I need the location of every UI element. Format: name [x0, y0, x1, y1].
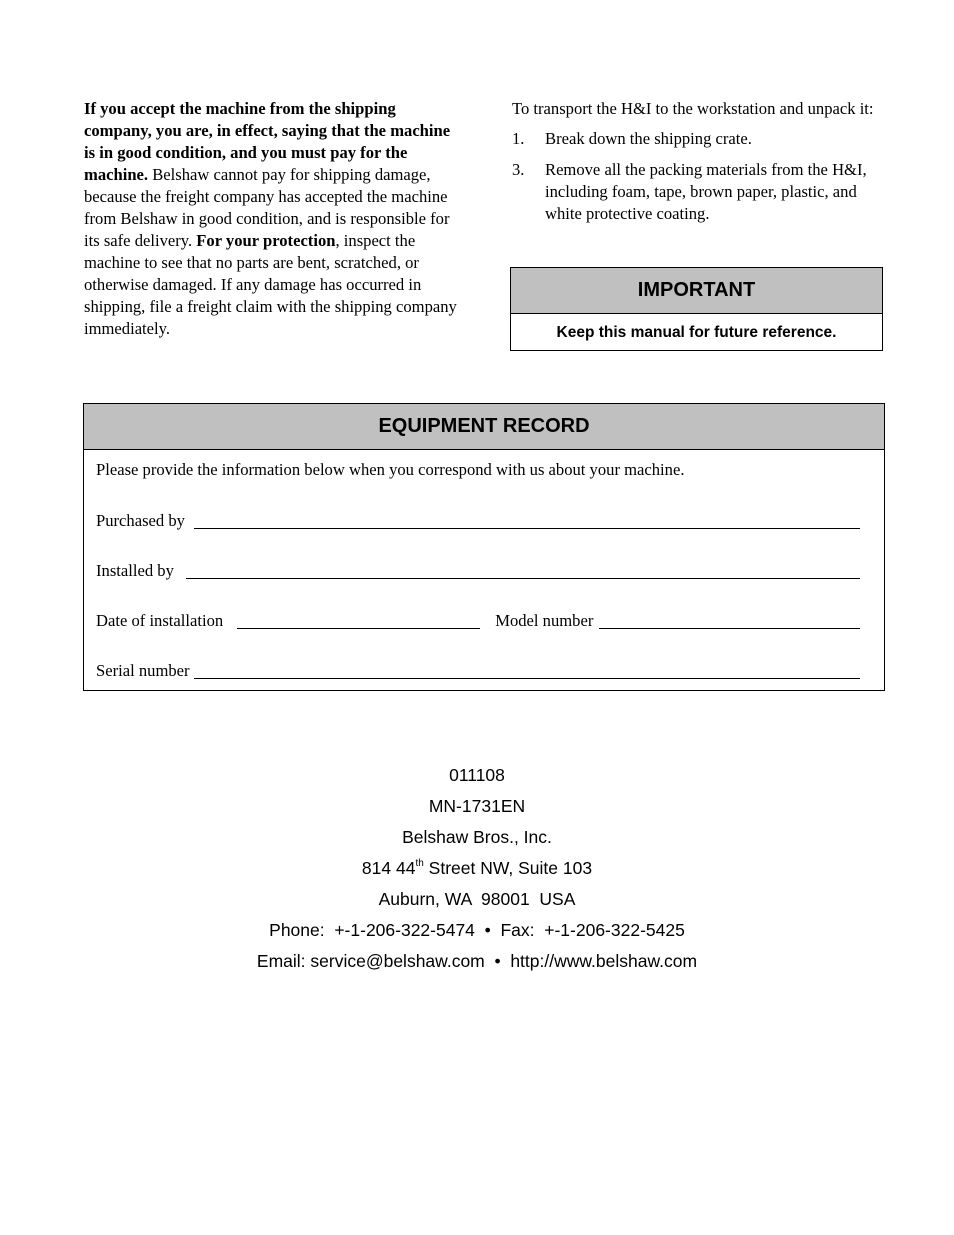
document-number: MN-1731EN: [428, 796, 526, 816]
step-text: Break down the shipping crate.: [545, 129, 752, 148]
installed-by-blank[interactable]: [186, 578, 860, 579]
address-prefix: 814 44: [361, 858, 416, 878]
shipping-damage-text: Belshaw cannot pay for shipping damage, because the freight company has accepted the machine from Belshaw in good condition, and is responsible for its safe delivery.: [84, 165, 450, 250]
serial-number-blank[interactable]: [194, 678, 860, 679]
serial-number-field[interactable]: [96, 660, 860, 682]
list-item: [512, 128, 886, 150]
inspection-text: , inspect the machine to see that no parts are bent, scratched, or otherwise damaged. If any damage has occurred in shipping, file a freight claim with the shipping company immediately.: [84, 231, 457, 338]
model-number-label: Model number: [495, 611, 594, 630]
acceptance-warning: If you accept the machine from the shipping company, you are, in effect, saying that the machine is in good condition, and you must pay for the machine.: [84, 99, 451, 184]
list-item: [512, 159, 886, 225]
date-of-installation-blank[interactable]: [237, 628, 480, 629]
transport-intro: To transport the H&I to the workstation and unpack it:: [512, 99, 874, 118]
document-date: 011108: [449, 765, 505, 785]
shipping-damage-paragraph: [84, 98, 458, 340]
step-number: 1.: [512, 129, 525, 148]
important-heading: IMPORTANT: [511, 268, 882, 314]
purchased-by-blank[interactable]: [194, 528, 860, 529]
installed-by-field[interactable]: [96, 560, 860, 582]
installed-by-label: Installed by: [96, 561, 174, 580]
transport-instructions: [512, 98, 886, 234]
important-message: Keep this manual for future reference.: [556, 323, 837, 341]
address-suffix: Street NW, Suite 103: [423, 858, 593, 878]
protection-heading: For your protection: [196, 231, 336, 250]
date-of-installation-label: Date of installation: [96, 611, 224, 630]
street-address: [0, 853, 954, 884]
company-name: Belshaw Bros., Inc.: [402, 827, 552, 847]
step-text: Remove all the packing materials from the H&I, including foam, tape, brown paper, plastic, and white protective coating.: [545, 160, 867, 223]
shipping-damage-notice: [84, 98, 458, 340]
address-ordinal-suffix: th: [415, 858, 424, 869]
equipment-record-form: [83, 403, 885, 691]
installation-date-model-row[interactable]: [96, 610, 860, 632]
important-notice-box: [510, 267, 883, 351]
purchased-by-field[interactable]: [96, 510, 860, 532]
equipment-record-intro: Please provide the information below when you correspond with us about your machine.: [96, 460, 685, 479]
serial-number-label: Serial number: [96, 661, 190, 680]
step-number: 3.: [512, 160, 525, 179]
city-state-zip: Auburn, WA 98001 USA: [378, 889, 576, 909]
equipment-record-heading: EQUIPMENT RECORD: [84, 404, 884, 450]
email-web-line: Email: service@belshaw.com • http://www.belshaw.com: [256, 951, 698, 971]
company-contact-footer: [0, 760, 954, 977]
transport-steps-list: [512, 128, 886, 225]
model-number-blank[interactable]: [599, 628, 860, 629]
phone-fax-line: Phone: +-1-206-322-5474 • Fax: +-1-206-322-5425: [269, 920, 685, 940]
purchased-by-label: Purchased by: [96, 511, 185, 530]
